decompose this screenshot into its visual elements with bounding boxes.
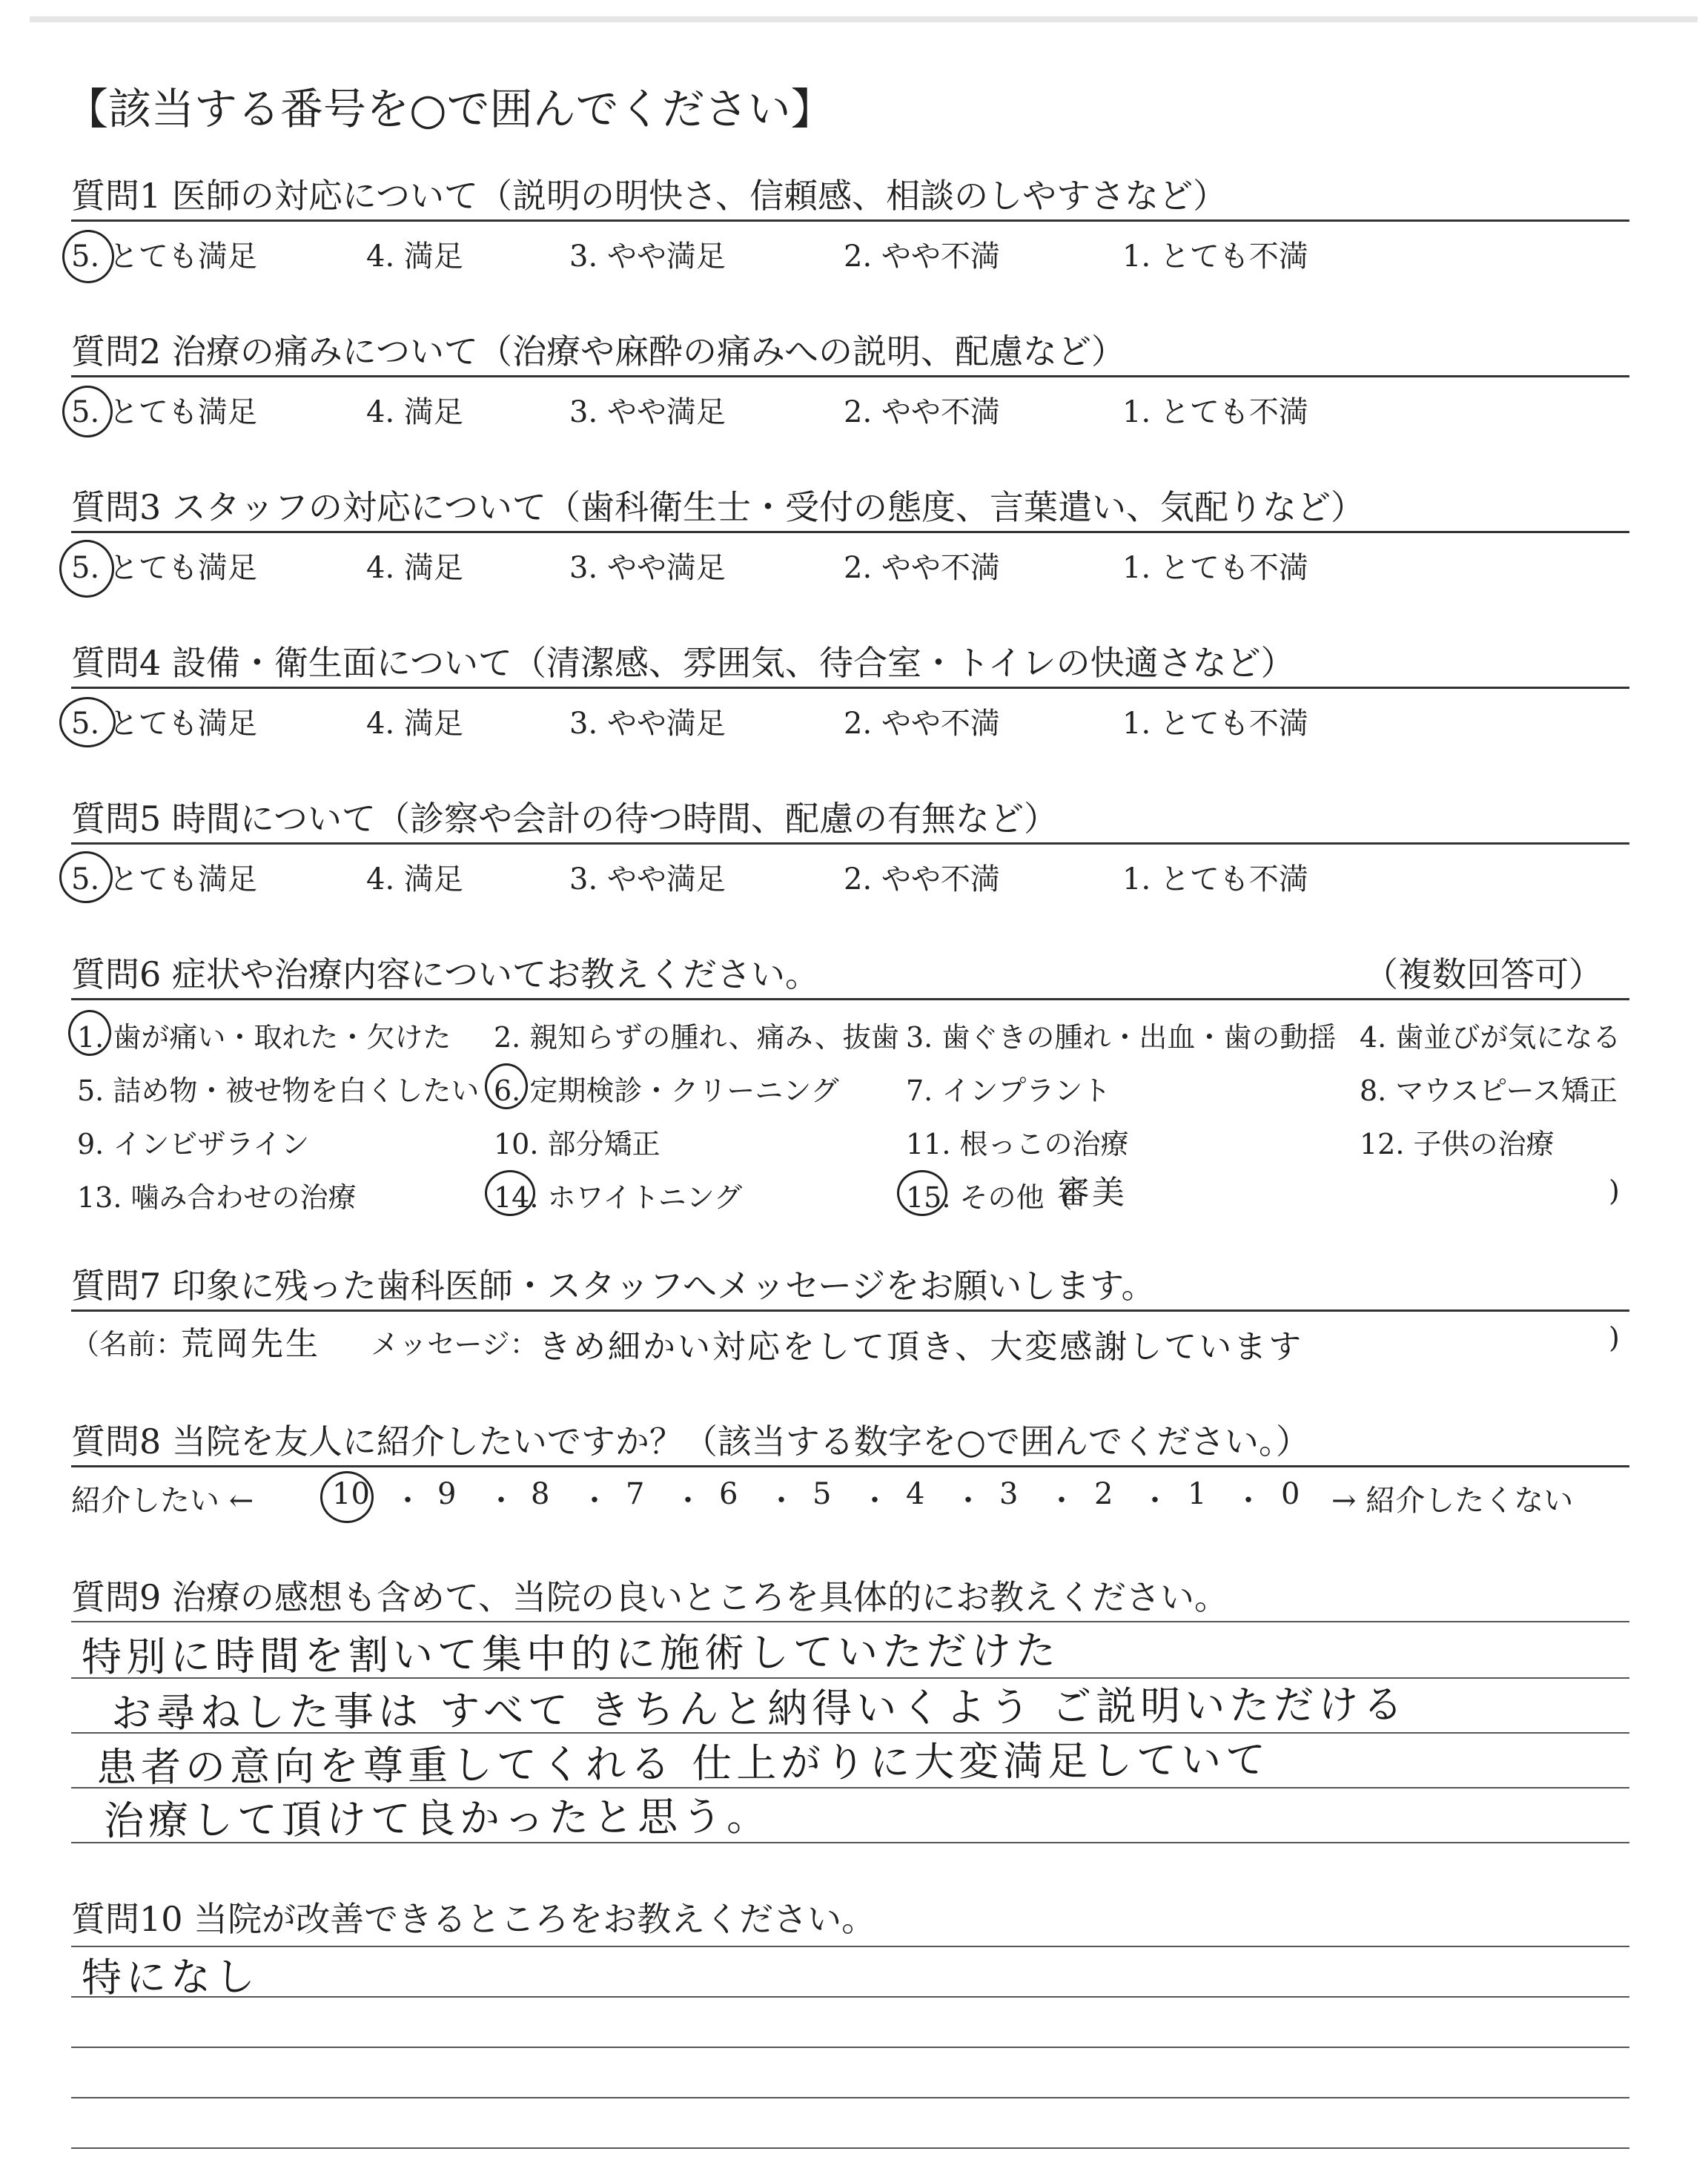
selection-circle	[59, 540, 114, 598]
divider	[71, 1465, 1629, 1467]
selection-circle	[59, 851, 113, 903]
symptom-option-3[interactable]: 3. 歯ぐきの腫れ・出血・歯の動揺	[906, 1021, 1337, 1054]
divider	[71, 375, 1629, 377]
scale-sep: ・	[580, 1484, 609, 1518]
option-4[interactable]: 4. 満足	[366, 551, 463, 585]
selection-circle	[62, 386, 113, 437]
answer-line	[71, 1946, 1629, 1947]
scale-sep: ・	[393, 1484, 423, 1518]
scale-sep: ・	[486, 1484, 516, 1518]
scale-3[interactable]: 3	[999, 1477, 1019, 1511]
option-4[interactable]: 4. 満足	[366, 707, 463, 741]
symptom-option-7[interactable]: 7. インプラント	[906, 1074, 1111, 1107]
scale-sep: ・	[1234, 1484, 1263, 1518]
option-4[interactable]: 4. 満足	[366, 240, 463, 274]
symptom-option-2[interactable]: 2. 親知らずの腫れ、痛み、抜歯	[494, 1021, 899, 1054]
option-3[interactable]: 3. やや満足	[569, 862, 726, 896]
question-label: 質問10 当院が改善できるところをお教えください。	[71, 1899, 876, 1939]
option-4[interactable]: 4. 満足	[366, 395, 463, 429]
question-label: 質問8 当院を友人に紹介したいですか？（該当する数字を○で囲んでください。）	[71, 1421, 1311, 1462]
question-label: 質問5 時間について（診察や会計の待つ時間、配慮の有無など）	[71, 799, 1058, 839]
symptom-option-4[interactable]: 4. 歯並びが気になる	[1360, 1021, 1621, 1054]
answer-line	[71, 1996, 1629, 1998]
symptom-option-9[interactable]: 9. インビザライン	[77, 1128, 310, 1160]
divider	[71, 531, 1629, 533]
symptom-option-1[interactable]: 1. 歯が痛い・取れた・欠けた	[77, 1021, 451, 1054]
question-label: 質問1 医師の対応について（説明の明快さ、信頼感、相談のしやすさなど）	[71, 176, 1228, 216]
scale-sep: ・	[767, 1484, 796, 1518]
handwritten-answer-line: お尋ねした事は すべて きちんと納得いくよう ご説明いただける	[110, 1680, 1408, 1737]
selection-circle	[62, 230, 114, 283]
option-5[interactable]: 5. とても満足	[71, 395, 257, 429]
option-3[interactable]: 3. やや満足	[569, 395, 726, 429]
multiple-answer-note: （複数回答可）	[1364, 954, 1603, 994]
symptom-option-11[interactable]: 11. 根っこの治療	[906, 1128, 1129, 1160]
scale-10[interactable]: 10	[332, 1477, 370, 1511]
scale-2[interactable]: 2	[1094, 1477, 1113, 1511]
question-label: 質問6 症状や治療内容についてお教えください。	[71, 954, 819, 994]
option-1[interactable]: 1. とても不満	[1122, 395, 1308, 429]
scale-7[interactable]: 7	[626, 1477, 645, 1511]
option-2[interactable]: 2. やや不満	[844, 240, 1000, 274]
answer-line	[71, 2097, 1629, 2098]
option-1[interactable]: 1. とても不満	[1122, 707, 1308, 741]
handwritten-answer-line: 患者の意向を尊重してくれる 仕上がりに大変満足していて	[96, 1736, 1271, 1791]
question-label: 質問7 印象に残った歯科医師・スタッフへメッセージをお願いします。	[71, 1266, 1156, 1306]
option-2[interactable]: 2. やや不満	[844, 707, 1000, 741]
page-title: 【該当する番号を○で囲んでください】	[65, 84, 834, 134]
question-label: 質問4 設備・衛生面について（清潔感、雰囲気、待合室・トイレの快適さなど）	[71, 643, 1295, 683]
symptom-option-13[interactable]: 13. 噛み合わせの治療	[77, 1181, 357, 1214]
symptom-option-12[interactable]: 12. 子供の治療	[1360, 1128, 1555, 1160]
answer-line	[71, 2047, 1629, 2048]
option-3[interactable]: 3. やや満足	[569, 707, 726, 741]
option-1[interactable]: 1. とても不満	[1122, 862, 1308, 896]
option-3[interactable]: 3. やや満足	[569, 551, 726, 585]
question-label: 質問2 治療の痛みについて（治療や麻酔の痛みへの説明、配慮など）	[71, 331, 1126, 371]
handwritten-answer-line: 治療して頂けて良かったと思う。	[103, 1792, 772, 1845]
scale-8[interactable]: 8	[531, 1477, 550, 1511]
option-5[interactable]: 5. とても満足	[71, 551, 257, 585]
scale-5[interactable]: 5	[812, 1477, 832, 1511]
scale-right-label: → 紹介したくない	[1331, 1484, 1574, 1518]
symptom-option-8[interactable]: 8. マウスピース矯正	[1360, 1074, 1618, 1107]
symptom-option-10[interactable]: 10. 部分矯正	[494, 1128, 661, 1160]
scale-0[interactable]: 0	[1281, 1477, 1300, 1511]
selection-circle	[485, 1063, 528, 1109]
option-3[interactable]: 3. やや満足	[569, 240, 726, 274]
scale-6[interactable]: 6	[719, 1477, 738, 1511]
symptom-option-15[interactable]: 15. その他（	[906, 1181, 1073, 1214]
divider	[71, 219, 1629, 222]
selection-circle	[320, 1471, 374, 1523]
option-5[interactable]: 5. とても満足	[71, 240, 257, 274]
divider	[71, 842, 1629, 845]
name-label: （名前：	[71, 1328, 185, 1361]
option-2[interactable]: 2. やや不満	[844, 862, 1000, 896]
close-paren: )	[1609, 1321, 1620, 1354]
divider	[71, 1309, 1629, 1312]
symptom-option-5[interactable]: 5. 詰め物・被せ物を白くしたい	[77, 1074, 480, 1107]
selection-circle	[68, 1010, 111, 1056]
message-handwritten: きめ細かい対応をして頂き、大変感謝しています	[538, 1328, 1304, 1366]
scale-sep: ・	[953, 1484, 983, 1518]
symptom-option-14[interactable]: 14. ホワイトニング	[494, 1181, 743, 1214]
selection-circle	[485, 1170, 535, 1216]
symptom-option-6[interactable]: 6. 定期検診・クリーニング	[494, 1074, 839, 1107]
message-label: メッセージ：	[371, 1328, 538, 1361]
option-1[interactable]: 1. とても不満	[1122, 240, 1308, 274]
other-handwritten: 審美	[1057, 1174, 1127, 1212]
option-2[interactable]: 2. やや不満	[844, 551, 1000, 585]
divider	[71, 687, 1629, 689]
scale-sep: ・	[860, 1484, 890, 1518]
other-close-paren: )	[1609, 1175, 1620, 1207]
handwritten-answer-line: 特別に時間を割いて集中的に施術していただけた	[81, 1627, 1061, 1681]
answer-line	[71, 2147, 1629, 2149]
divider	[71, 998, 1629, 1000]
scale-sep: ・	[1047, 1484, 1076, 1518]
scale-sep: ・	[1140, 1484, 1170, 1518]
name-handwritten: 荒岡先生	[181, 1325, 320, 1363]
selection-circle	[59, 697, 116, 747]
option-1[interactable]: 1. とても不満	[1122, 551, 1308, 585]
option-5[interactable]: 5. とても満足	[71, 862, 257, 896]
option-5[interactable]: 5. とても満足	[71, 707, 257, 741]
question-label: 質問3 スタッフの対応について（歯科衛生士・受付の態度、言葉遣い、気配りなど）	[71, 487, 1365, 527]
selection-circle	[897, 1170, 947, 1216]
question-label: 質問9 治療の感想も含めて、当院の良いところを具体的にお教えください。	[71, 1577, 1228, 1617]
top-edge	[30, 16, 1698, 22]
scale-sep: ・	[673, 1484, 703, 1518]
scale-9[interactable]: 9	[437, 1477, 457, 1511]
scale-4[interactable]: 4	[906, 1477, 925, 1511]
option-2[interactable]: 2. やや不満	[844, 395, 1000, 429]
scale-left-label: 紹介したい ←	[71, 1484, 254, 1518]
option-4[interactable]: 4. 満足	[366, 862, 463, 896]
handwritten-answer-line: 特になし	[81, 1953, 260, 2001]
scale-1[interactable]: 1	[1188, 1477, 1207, 1511]
